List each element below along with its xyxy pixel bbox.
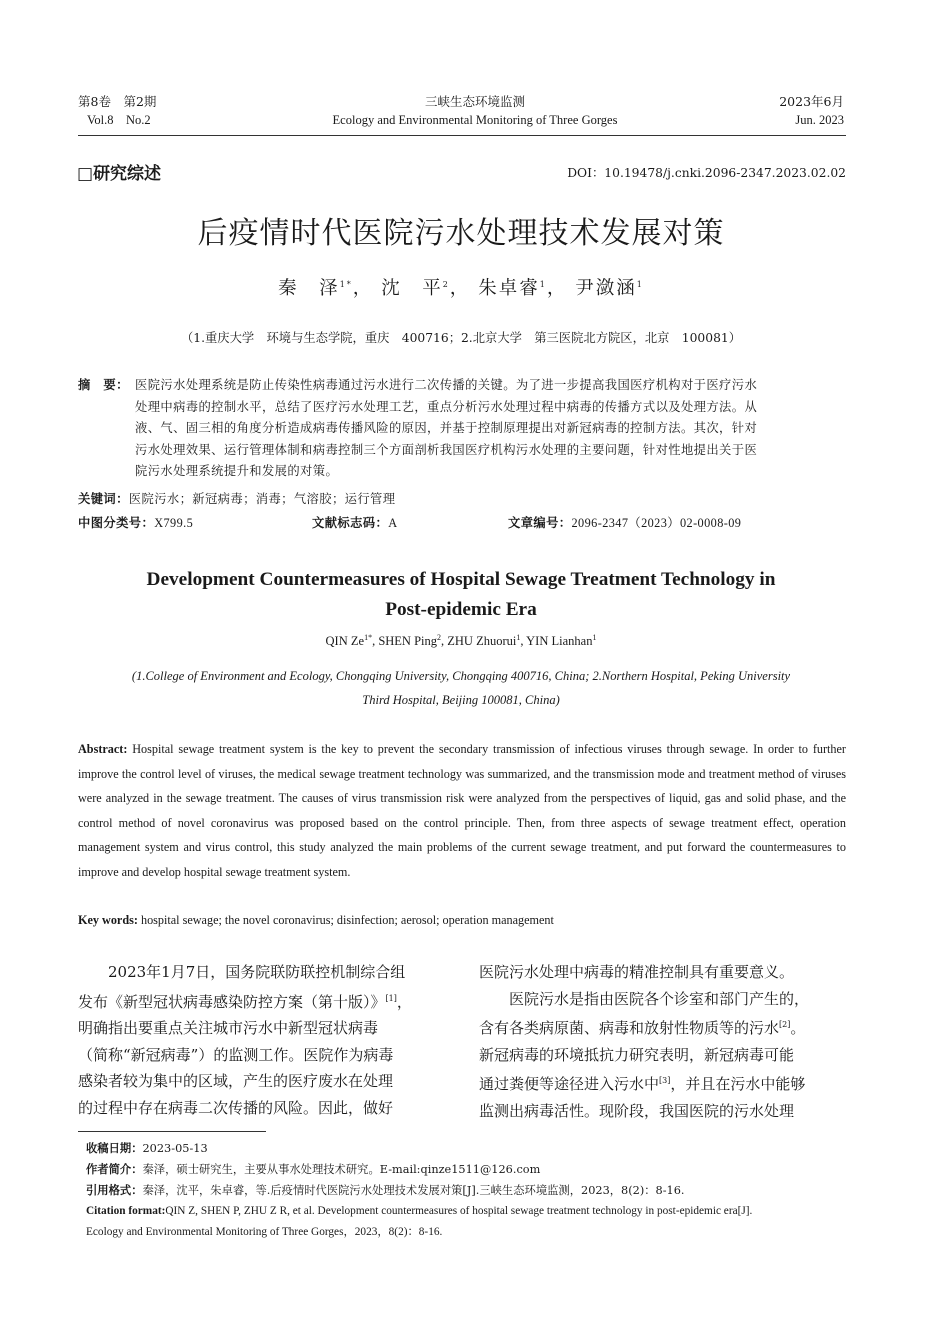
footnote-citation-en-cont: Ecology and Environmental Monitoring of Three Gorges，2023，8(2)：8-16. — [86, 1226, 443, 1238]
body-line: 含有各类病原菌、病毒和放射性物质等的污水[2]。 — [479, 1019, 806, 1037]
body-line: 通过粪便等途径进入污水中[3]，并且在污水中能够 — [479, 1075, 806, 1093]
affiliation-cn: （1.重庆大学 环境与生态学院，重庆 400716；2.北京大学 第三医院北方院区，北京 100081） — [180, 331, 742, 345]
keywords-en — [78, 908, 846, 933]
keywords-cn-label: 关键词： — [78, 492, 129, 506]
abstract-cn-line: 液、气、固三相的角度分析造成病毒传播风险的原因，并基于控制原理提出对新冠病毒的控制方法。其次，针对 — [135, 421, 758, 435]
abstract-en — [78, 737, 846, 884]
authors-cn: 秦 泽$^{1*}$， 沈 平$^2$， 朱卓睿$^1$， 尹潋涵$^1$ — [278, 278, 644, 299]
abstract-en-label: Abstract: — [78, 742, 128, 756]
section-label — [77, 159, 161, 184]
body-right-column — [479, 959, 847, 1124]
header-date-cn: 2023年6月 — [779, 94, 844, 109]
doc-code: 文献标志码：A — [312, 516, 398, 530]
header-volume-en: Vol.8 No.2 — [87, 113, 151, 127]
body-line: 医院污水是指由医院各个诊室和部门产生的， — [509, 989, 810, 1008]
keywords-en-text: hospital sewage; the novel coronavirus; disinfection; aerosol; operation management — [140, 913, 554, 927]
author-cn-3: 朱卓睿 — [478, 278, 540, 299]
abstract-cn-line: 医院污水处理系统是防止传染性病毒通过污水进行二次传播的关键。为了进一步提高我国医疗机构对于医疗污水 — [135, 378, 758, 392]
body-line: 医院污水处理中病毒的精准控制具有重要意义。 — [479, 963, 795, 981]
keywords-cn — [78, 489, 395, 511]
doi: DOI：10.19478/j.cnki.2096-2347.2023.02.02 — [567, 166, 846, 180]
citation-ref: [2] — [779, 1020, 791, 1029]
footnote-citation-cn: 引用格式：秦泽，沈平，朱卓睿，等.后疫情时代医院污水处理技术发展对策[J].三峡生态环境监测，2023，8(2)：8-16. — [86, 1184, 685, 1197]
footnote-rule — [78, 1131, 266, 1132]
title-en-line: Post-epidemic Era — [385, 599, 537, 620]
body-left-column — [78, 959, 446, 1121]
title-en — [0, 565, 922, 625]
body-line: 监测出病毒活性。现阶段，我国医院的污水处理 — [479, 1101, 795, 1120]
clc-code: 中图分类号：X799.5 — [78, 516, 194, 530]
header-journal-en: Ecology and Environmental Monitoring of Three Gorges — [332, 113, 618, 127]
footnote-received: 收稿日期：2023-05-13 — [86, 1142, 208, 1155]
abstract-cn-text — [135, 375, 850, 483]
title-cn: 后疫情时代医院污水处理技术发展对策 — [197, 216, 725, 251]
header-volume-cn: 第8卷 第2期 — [78, 94, 157, 109]
header-date — [779, 93, 844, 129]
abstract-cn-label: 摘 要： — [78, 378, 129, 392]
citation-ref: [3] — [659, 1076, 671, 1085]
author-cn-2: 沈 平 — [381, 278, 443, 299]
author-cn-4: 尹潋涵 — [575, 278, 637, 299]
body-line: 新冠病毒的环境抵抗力研究表明，新冠病毒可能 — [479, 1045, 795, 1064]
abstract-cn-line: 处理中病毒的控制水平，总结了医疗污水处理工艺，重点分析污水处理过程中病毒的传播方式以及处理方法。从 — [135, 399, 758, 414]
body-line: 发布《新型冠状病毒感染防控方案（第十版）》[1]， — [78, 992, 412, 1011]
header-journal-cn: 三峡生态环境监测 — [424, 94, 525, 109]
affiliation-en: (1.College of Environment and Ecology, Chongqing University, Chongqing 400716, China; 2.Northern Hospital, Peking University Third Hospital, Beijing 100081, China) — [131, 669, 791, 707]
body-line: 2023年1月7日，国务院联防联控机制综合组 — [108, 963, 406, 981]
body-line: 的过程中存在病毒二次传播的风险。因此，做好 — [78, 1098, 394, 1117]
header-journal — [262, 93, 688, 129]
title-en-line: Development Countermeasures of Hospital Sewage Treatment Technology in — [146, 569, 776, 590]
authors-en: QIN $Ze^{1*}$, SHEN Ping$^2$, ZHU Zhuorui$^1$, YIN Lianhan$^1$ — [325, 633, 597, 649]
footnotes — [86, 1138, 856, 1243]
body-line: 明确指出要重点关注城市污水中新型冠状病毒 — [78, 1019, 379, 1037]
header-date-en: Jun. 2023 — [795, 113, 844, 127]
section-text: 研究综述 — [93, 164, 162, 184]
abstract-cn-line: 污水处理效果、运行管理体制和病毒控制三个方面剖析我国医疗机构污水处理的主要问题，针对性地提出关于医 — [135, 442, 758, 457]
section-box: □ — [77, 164, 94, 184]
footnote-citation-en: Citation format:QIN Z, SHEN P, ZHU Z R, et al. Development countermeasures of hospital sewage treatment technology in post-epidemic era[J]. — [86, 1205, 753, 1217]
footnote-author: 作者简介：秦泽，硕士研究生，主要从事水处理技术研究。E-mail:qinze1511@126.com — [86, 1163, 541, 1176]
keywords-cn-text: 医院污水；新冠病毒；消毒；气溶胶；运行管理 — [128, 492, 396, 506]
header-volume — [78, 93, 156, 129]
body-line: （简称“新冠病毒”）的监测工作。医院作为病毒 — [78, 1045, 394, 1064]
keywords-en-label: Key words: — [78, 913, 138, 927]
header-rule — [78, 135, 846, 136]
author-cn-1: 秦 泽 — [278, 278, 340, 299]
citation-ref: [1] — [385, 993, 397, 1003]
article-number: 文章编号：2096-2347（2023）02-0008-09 — [508, 516, 742, 530]
abstract-en-text: Hospital sewage treatment system is the key to prevent the secondary transmission of infectious viruses through sewage. In order to further improve the control level of viruses, the medical sewage treatment technology was summarized, and the transmission mode and treatment method of viruses were analyzed in the sewage treatment. The causes of virus transmission risk were analyzed from the perspectives of liquid, gas and solid phase, and the control method of novel coronavirus was proposed based on the control principle. Then, from three aspects of sewage treatment effect, operation management system and virus control, this study analyzed the main problems of the current sewage treatment, and put forward the countermeasures to improve and develop hospital sewage treatment system. — [78, 742, 846, 879]
body-line: 感染者较为集中的区域，产生的医疗废水在处理 — [78, 1072, 394, 1090]
abstract-cn-line: 院污水处理系统提升和发展的对策。 — [135, 464, 339, 478]
